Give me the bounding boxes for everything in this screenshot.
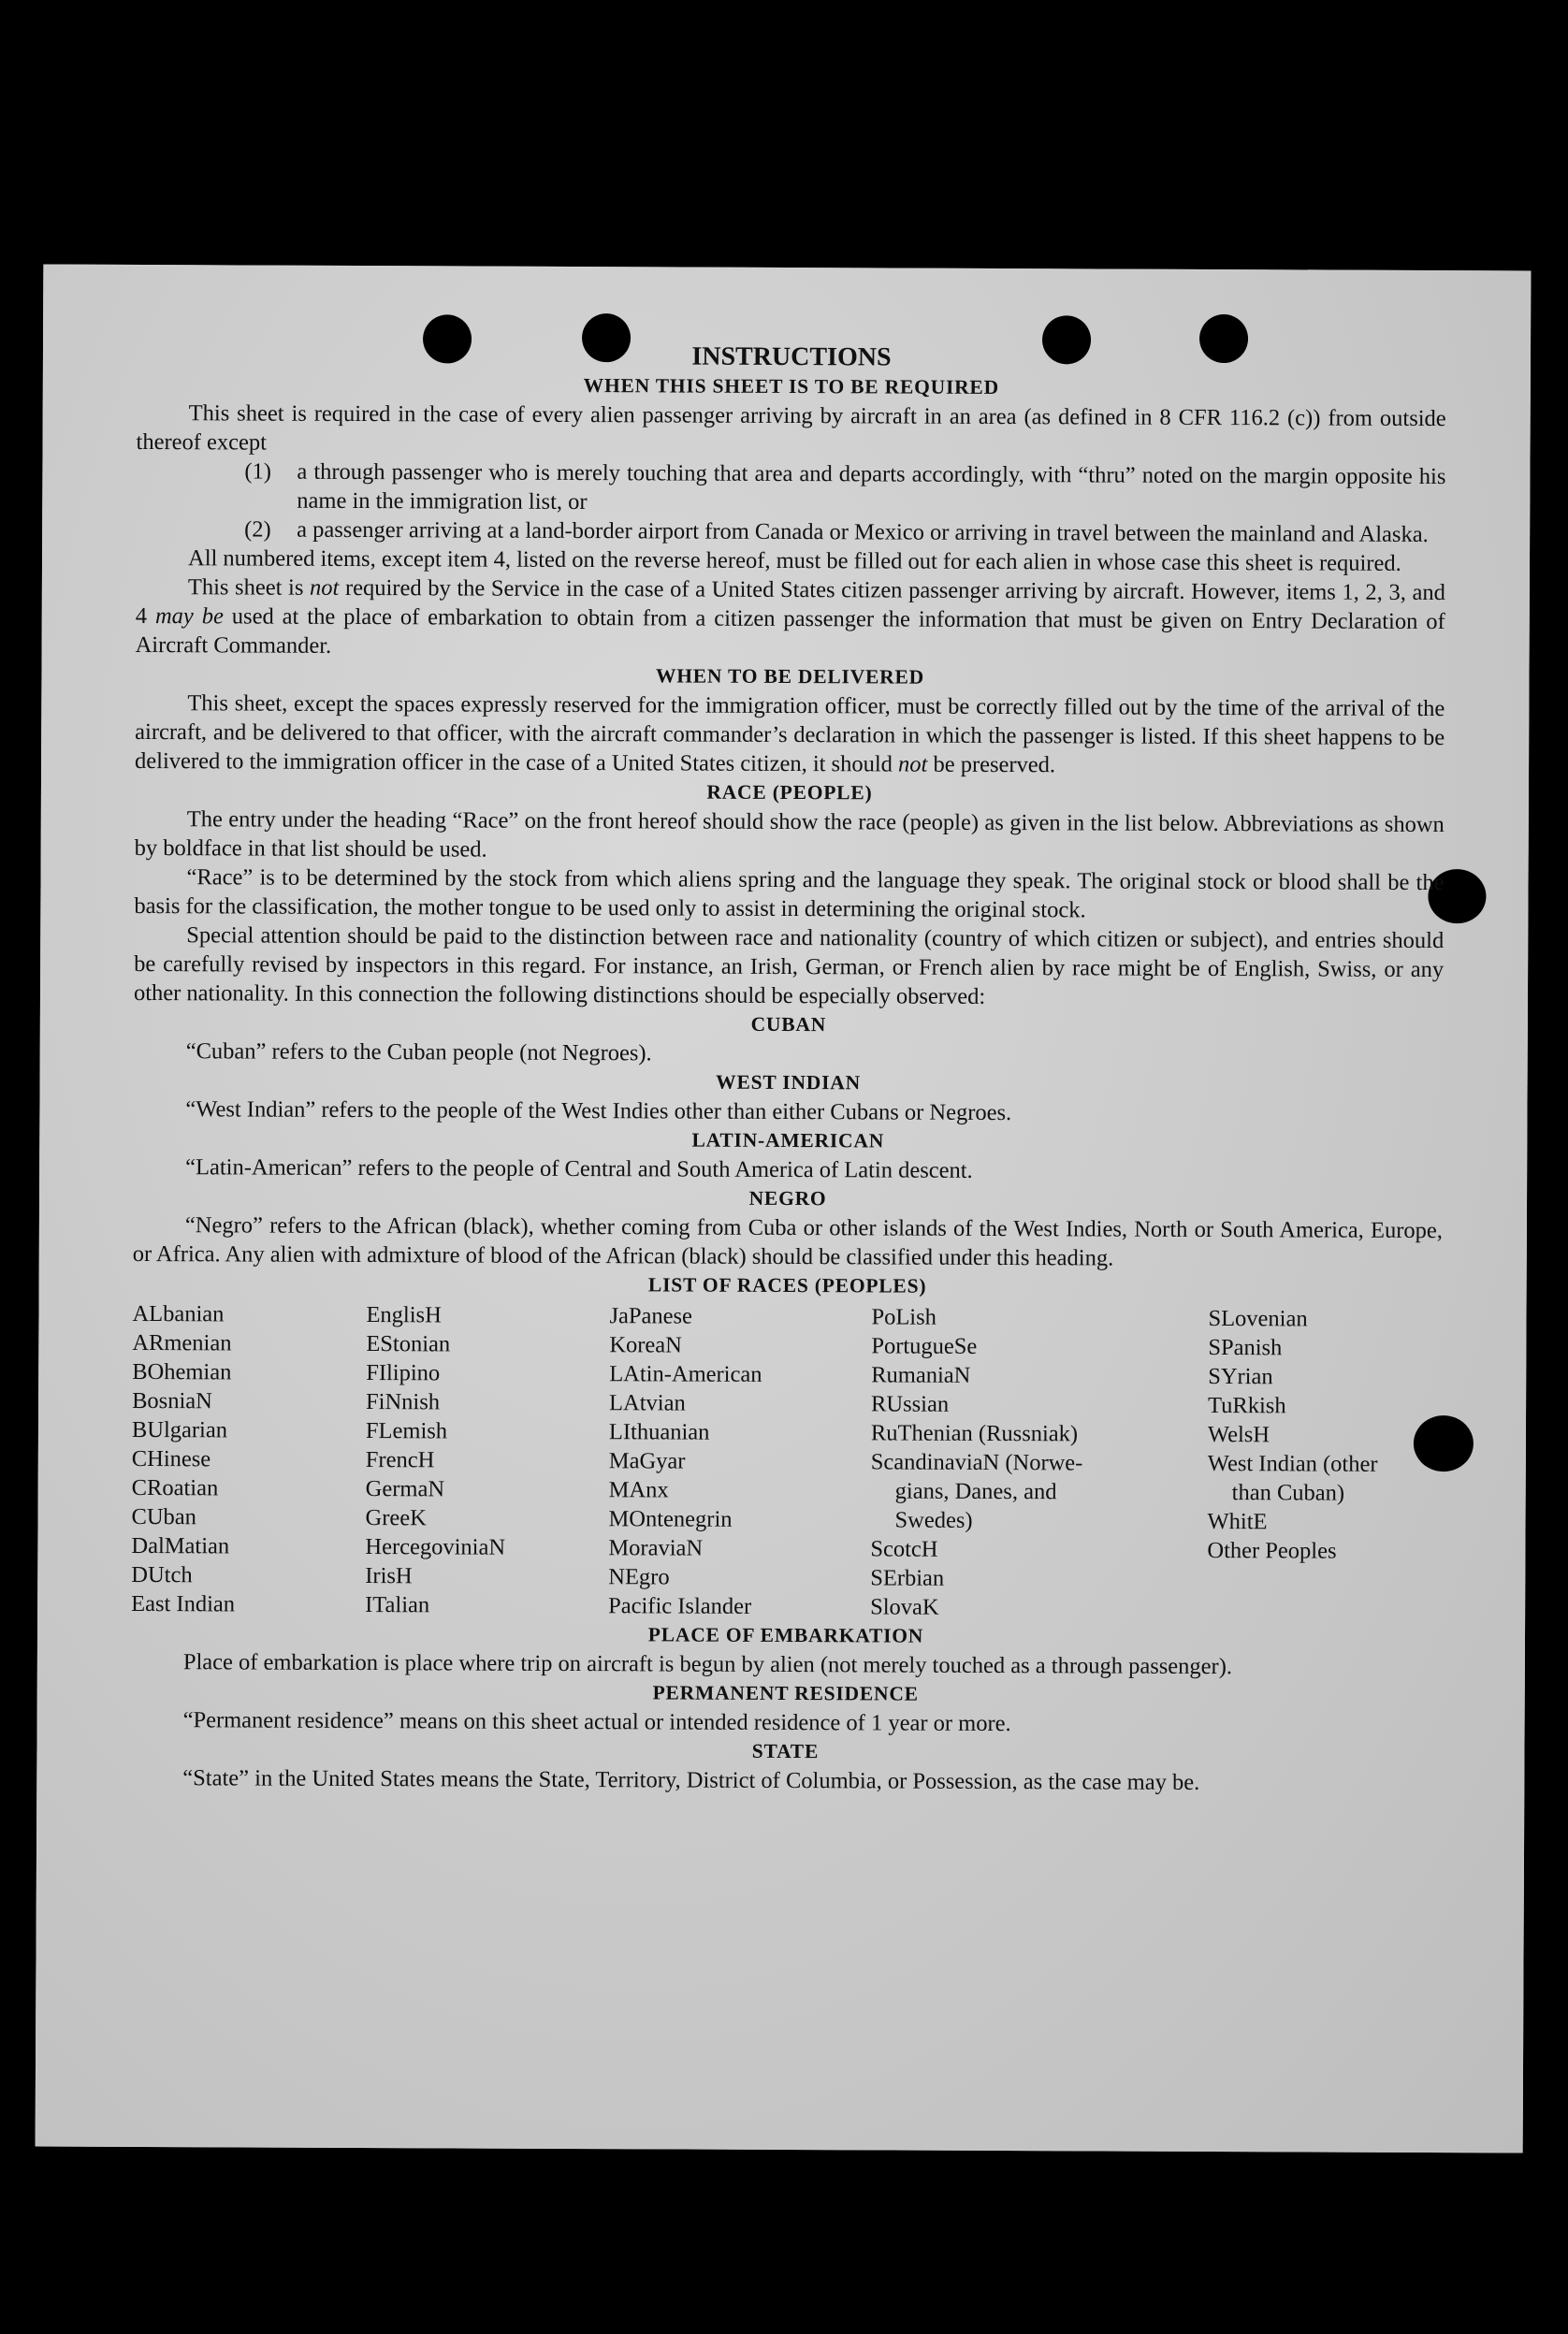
paragraph: “Cuban” refers to the Cuban people (not Negroes). — [185, 1038, 652, 1066]
section-heading: CUBAN — [750, 1012, 827, 1037]
paragraph: “Race” is to be determined by the stock from which aliens spring and the language they speak. The original stock or blood shall be the basis for the classification, the mother tongue to be used only to assist in determining the original stock. — [134, 864, 1445, 923]
race-entry: FiNnish — [366, 1389, 441, 1415]
race-entry: RumaniaN — [871, 1362, 971, 1388]
section-heading: STATE — [751, 1739, 820, 1763]
race-entry: ARmenian — [132, 1329, 232, 1356]
item-number: (1) — [244, 458, 272, 485]
section-heading: LATIN-AMERICAN — [691, 1128, 885, 1153]
race-column — [608, 1301, 871, 1621]
text-run: This sheet is — [187, 574, 311, 601]
section-heading: WHEN TO BE DELIVERED — [655, 664, 925, 689]
item-text: a through passenger who is merely touching that area and departs accordingly, with “thru” noted on the margin opposite his name in the immigration list, or — [297, 458, 1446, 515]
race-entry: PortugueSe — [871, 1333, 978, 1359]
race-entry: CHinese — [131, 1445, 211, 1472]
race-entry: FIlipino — [366, 1360, 441, 1386]
race-column — [131, 1299, 366, 1619]
race-entry: MaGyar — [608, 1448, 686, 1474]
race-entry: SlovaK — [870, 1594, 939, 1620]
race-entry: LIthuanian — [608, 1419, 710, 1445]
paragraph: The entry under the heading “Race” on the front hereof should show the race (people) as given in the list below. Abbreviations as shown by boldface in that list should be used. — [134, 806, 1445, 863]
race-column — [1207, 1304, 1442, 1624]
race-entry: PoLish — [871, 1304, 936, 1330]
race-entry: RuThenian (Russniak) — [870, 1420, 1079, 1447]
numbered-item — [136, 457, 1445, 520]
race-entry: EStonian — [366, 1331, 451, 1357]
race-entry: RUssian — [871, 1391, 950, 1417]
race-list — [131, 1299, 1442, 1624]
race-entry: CRoatian — [131, 1474, 219, 1501]
race-entry: WelsH — [1207, 1421, 1270, 1448]
race-entry: LAtvian — [609, 1390, 686, 1416]
paragraph: Place of embarkation is place where trip on aircraft is begun by alien (not merely touched as a through passenger). — [182, 1649, 1233, 1680]
emphasis: may be — [154, 603, 224, 630]
race-entry: CUban — [131, 1503, 197, 1530]
race-entry-continued: than Cuban) — [1231, 1480, 1345, 1506]
section-heading: LIST OF RACES (PEOPLES) — [647, 1273, 927, 1297]
text-run: This sheet, except the spaces expressly reserved for the immigration officer, must be correctly filled out by the time of the arrival of the aircraft, and be delivered to that officer, with the aircraft commander’s declaration in which the passenger is listed. If this sheet happens to be delivered to the immigration officer in the case of a United States citizen, it should — [135, 690, 1445, 777]
race-entry: LAtin-American — [609, 1361, 762, 1387]
paragraph — [135, 689, 1445, 781]
paragraph: “Latin-American” refers to the people of Central and South America of Latin descent. — [185, 1154, 973, 1183]
item-number: (2) — [244, 516, 271, 543]
page-title: INSTRUCTIONS — [691, 341, 892, 372]
text-run: be preserved. — [927, 751, 1056, 778]
paragraph: This sheet is required in the case of every alien passenger arriving by aircraft in an area (as defined in 8 CFR 116.2 (c)) from outside thereof except — [136, 400, 1446, 456]
race-entry: GermaN — [365, 1476, 445, 1502]
race-entry: KoreaN — [609, 1332, 682, 1358]
race-entry: SErbian — [870, 1565, 945, 1591]
emphasis: not — [309, 574, 340, 601]
race-entry: ALbanian — [132, 1300, 225, 1327]
race-entry: ITalian — [365, 1592, 430, 1618]
section-heading: NEGRO — [748, 1186, 827, 1210]
race-entry-continued: Swedes) — [894, 1507, 973, 1533]
race-entry: FrencH — [365, 1447, 435, 1473]
race-entry: BosniaN — [132, 1387, 212, 1414]
race-entry-continued: gians, Danes, and — [894, 1478, 1057, 1505]
race-entry: WhitE — [1207, 1508, 1268, 1535]
race-entry: TuRkish — [1208, 1392, 1286, 1419]
race-entry: East Indian — [131, 1590, 236, 1617]
instructions-text — [130, 340, 1446, 1798]
section-heading: PLACE OF EMBARKATION — [647, 1623, 924, 1647]
race-column — [365, 1300, 609, 1620]
race-entry: IrisH — [365, 1563, 413, 1589]
emphasis: not — [897, 751, 928, 777]
item-text: a passenger arriving at a land-border airport from Canada or Mexico or arriving in travel between the mainland and Alaska. — [297, 516, 1429, 548]
race-entry: ScotcH — [870, 1536, 938, 1562]
paragraph: Special attention should be paid to the distinction between race and nationality (country of which citizen or subject), and entries should be carefully revised by inspectors in this regard. For instance, an Irish, German, or French alien by race might be of English, Swiss, or any other nationality. In this connection the following distinctions should be especially observed: — [133, 922, 1445, 1009]
section-heading: WEST INDIAN — [716, 1070, 862, 1095]
race-entry: BOhemian — [132, 1358, 232, 1385]
paragraph: “Negro” refers to the African (black), whether coming from Cuba or other islands of the West Indies, North or South America, Europe, or Africa. Any alien with admixture of blood of the African (black) should be classified under this heading. — [132, 1212, 1443, 1271]
race-entry: BUlgarian — [131, 1416, 228, 1443]
race-entry: DalMatian — [131, 1532, 230, 1559]
paragraph: “West Indian” refers to the people of the West Indies other than either Cubans or Negroes. — [185, 1096, 1012, 1126]
race-entry: EnglisH — [366, 1302, 442, 1328]
text-run: used at the place of embarkation to obtain from a citizen passenger the information that must be given on Entry Declaration of Aircraft Commander. — [135, 603, 1445, 659]
race-column — [870, 1302, 1208, 1623]
race-entry: SYrian — [1208, 1363, 1273, 1390]
race-entry: Pacific Islander — [608, 1593, 752, 1619]
race-entry: JaPanese — [609, 1303, 693, 1329]
paragraph — [136, 573, 1445, 665]
paragraph: All numbered items, except item 4, listed on the reverse hereof, must be filled out for each alien in whose case this sheet is required. — [187, 545, 1401, 576]
race-entry: HercegoviniaN — [365, 1534, 506, 1560]
race-entry: FLemish — [365, 1418, 448, 1444]
section-heading: PERMANENT RESIDENCE — [652, 1681, 919, 1705]
race-entry: Other Peoples — [1207, 1537, 1337, 1564]
paragraph: “Permanent residence” means on this sheet actual or intended residence of 1 year or more. — [182, 1707, 1011, 1737]
race-entry: NEgro — [608, 1564, 670, 1590]
race-entry: SPanish — [1208, 1334, 1283, 1361]
section-heading: WHEN THIS SHEET IS TO BE REQUIRED — [583, 374, 999, 399]
document-sheet — [36, 265, 1532, 2153]
race-entry: West Indian (other — [1207, 1450, 1378, 1477]
race-entry: GreeK — [365, 1505, 427, 1531]
race-entry: MAnx — [608, 1477, 669, 1503]
paragraph: “State” in the United States means the State, Territory, District of Columbia, or Possession, as the case may be. — [182, 1765, 1200, 1795]
race-entry: DUtch — [131, 1561, 193, 1588]
text-run: required by the Service in the case of a United States citizen passenger arriving by aircraft. However, items 1, 2, 3, and 4 — [135, 574, 1445, 630]
race-entry: MoraviaN — [608, 1535, 704, 1561]
section-heading: RACE (PEOPLE) — [706, 780, 873, 805]
race-entry: MOntenegrin — [608, 1506, 733, 1532]
race-entry: ScandinaviaN (Norwe- — [870, 1449, 1083, 1476]
race-entry: SLovenian — [1208, 1305, 1308, 1332]
